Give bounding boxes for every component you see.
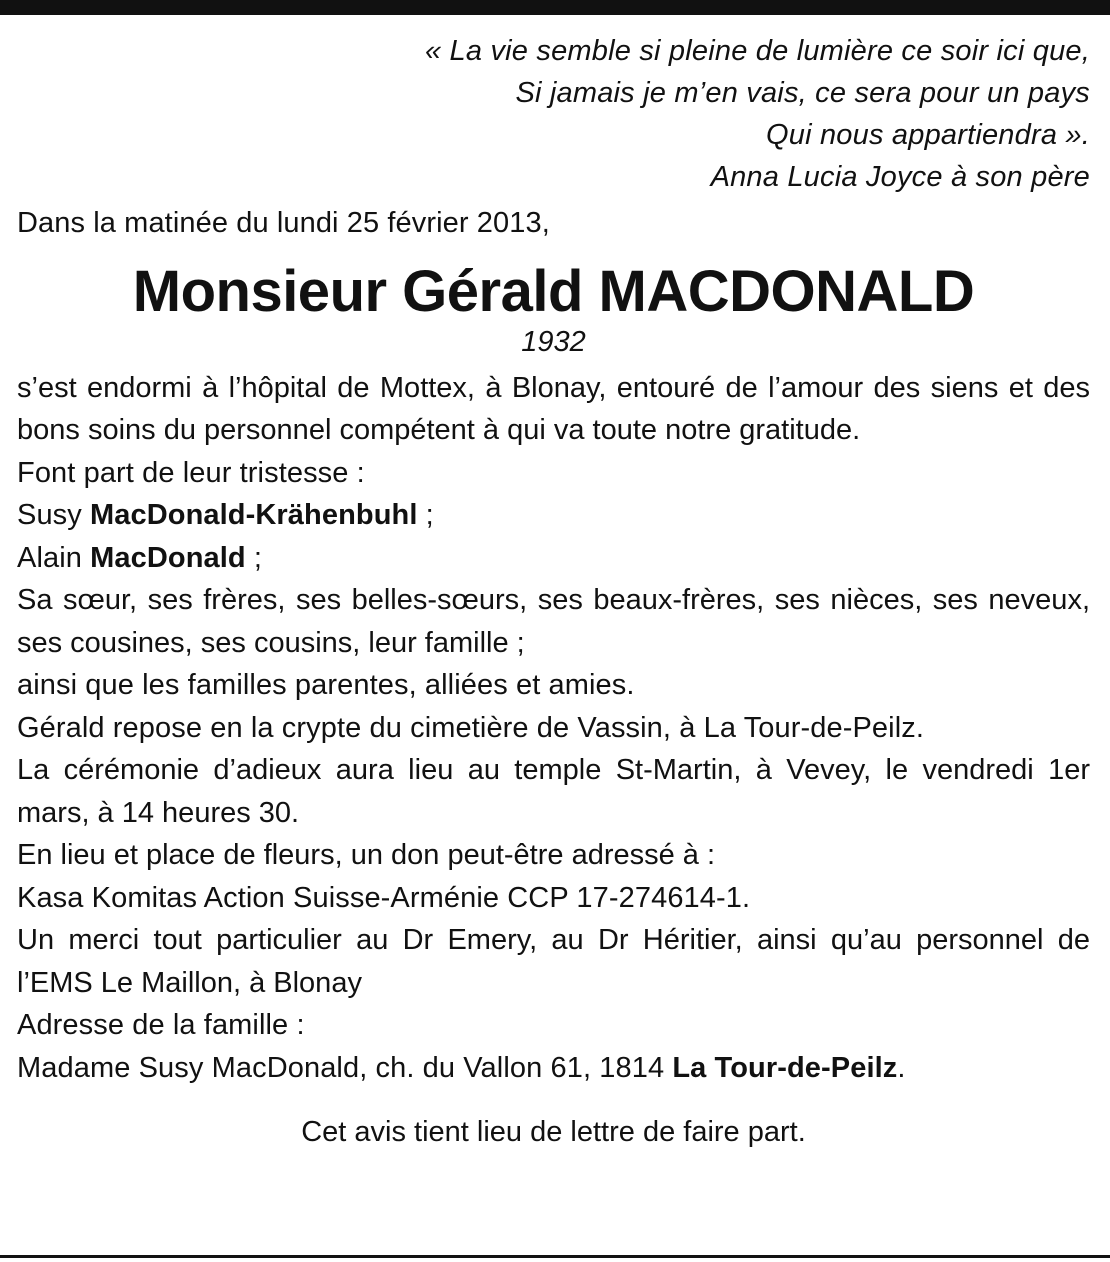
address-street: Madame Susy MacDonald, ch. du Vallon 61, 1814	[17, 1051, 673, 1084]
member-last-name: MacDonald	[90, 541, 246, 574]
epigraph-line: Qui nous appartiendra ».	[765, 119, 1090, 151]
notice-body	[17, 367, 1090, 1090]
member-separator: ;	[417, 499, 434, 531]
bottom-border-rule	[0, 1255, 1110, 1258]
member-last-name: MacDonald-Krähenbuhl	[90, 499, 418, 531]
member-first-name: Alain	[17, 541, 91, 574]
family-heading: Font part de leur tristesse :	[17, 456, 365, 489]
member-first-name: Susy	[17, 499, 91, 531]
donation-paragraph: En lieu et place de fleurs, un don peut-être adressé à :	[17, 839, 716, 871]
birth-year: 1932	[521, 325, 586, 358]
family-member	[17, 494, 1090, 537]
thanks-paragraph: Un merci tout particulier au Dr Emery, au Dr Héritier, ainsi qu’au personnel de l’EMS Le Maillon, à Blonay	[17, 924, 1090, 999]
family-address	[17, 1047, 1090, 1090]
epigraph-quote	[17, 30, 1090, 198]
address-city: La Tour-de-Peilz	[672, 1051, 898, 1084]
deceased-name: Monsieur Gérald MACDONALD	[132, 258, 975, 324]
closing-note: Cet avis tient lieu de lettre de faire part.	[301, 1116, 806, 1148]
obituary-notice	[17, 30, 1090, 1153]
address-end: .	[897, 1051, 906, 1084]
epigraph-attribution: Anna Lucia Joyce à son père	[710, 161, 1090, 193]
ceremony-paragraph: La cérémonie d’adieux aura lieu au temple St-Martin, à Vevey, le vendredi 1er mars, à 14 heures 30.	[17, 754, 1090, 829]
donation-account: Kasa Komitas Action Suisse-Arménie CCP 17-274614-1.	[17, 881, 751, 914]
address-heading: Adresse de la famille :	[17, 1009, 305, 1041]
intro-date: Dans la matinée du lundi 25 février 2013,	[17, 207, 550, 239]
top-border-rule	[0, 0, 1110, 15]
resting-place-line: Gérald repose en la crypte du cimetière de Vassin, à La Tour-de-Peilz.	[17, 711, 925, 744]
family-member	[17, 537, 1090, 580]
epigraph-line: Si jamais je m’en vais, ce sera pour un pays	[515, 77, 1090, 109]
announcement-paragraph: s’est endormi à l’hôpital de Mottex, à Blonay, entouré de l’amour des siens et des bons soins du personnel compétent à qui va toute notre gratitude.	[17, 371, 1090, 446]
extended-family-line: ainsi que les familles parentes, alliées et amies.	[17, 669, 635, 701]
member-separator: ;	[245, 541, 263, 574]
epigraph-line: « La vie semble si pleine de lumière ce soir ici que,	[424, 35, 1090, 67]
relatives-paragraph: Sa sœur, ses frères, ses belles-sœurs, ses beaux-frères, ses nièces, ses neveux, ses cousines, ses cousins, leur famille ;	[17, 584, 1090, 659]
